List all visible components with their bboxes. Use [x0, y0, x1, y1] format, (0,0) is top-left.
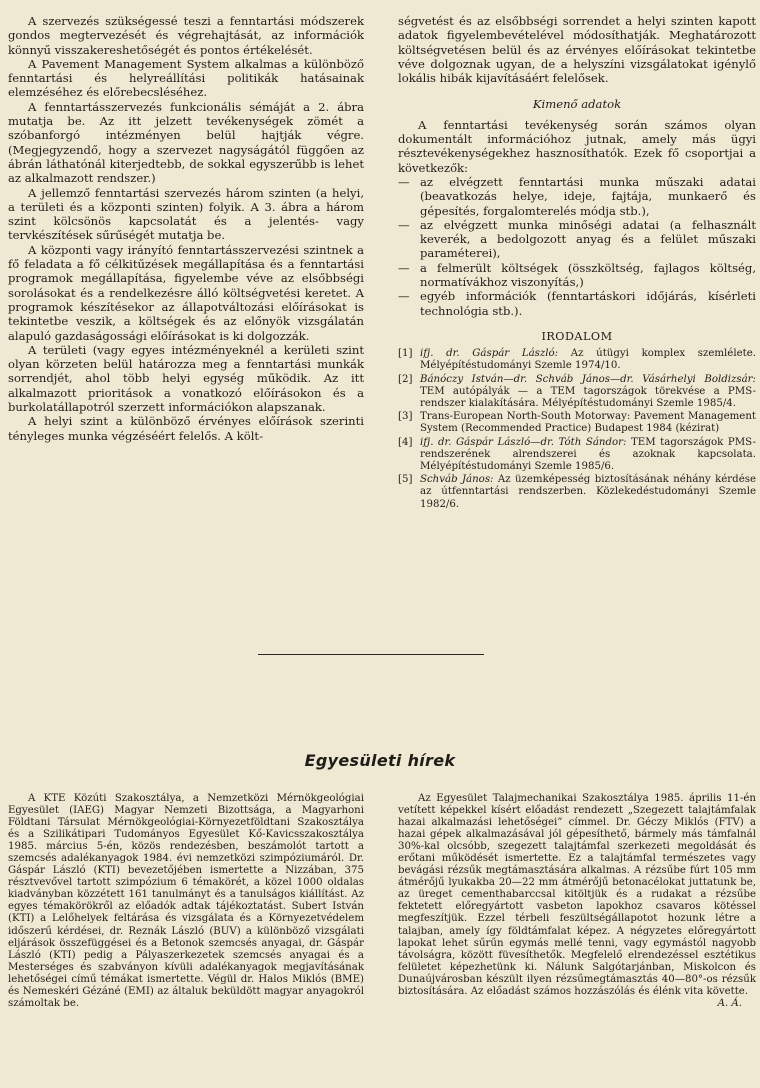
- reference-text: Az útügyi komplex szemlélete. Mélyépítéstudományi Szemle 1974/10.: [420, 348, 756, 372]
- list-dash: —: [398, 260, 410, 275]
- reference-text: TEM tagországok PMS-rendszerének alrendszerei és azoknak kapcsolata. Mélyépítéstudományi Szemle 1985/6.: [420, 436, 756, 473]
- subheading-outgoing-data: Kimenő adatok: [532, 97, 622, 112]
- news-left-column: [8, 793, 364, 1010]
- list-dash: —: [398, 217, 410, 232]
- reference-number: [4]: [398, 436, 413, 448]
- article-left-column: [8, 14, 364, 443]
- reference-number: [3]: [398, 411, 413, 423]
- article-paragraph: A jellemző fenntartási szervezés három szinten (a helyi, a területi és a központi szinten) folyik. A 3. ábra a három szint kölcsönös kapcsolatát és a jelentés- vagy tervkészítések sűrűségét mutatja be.: [8, 185, 364, 243]
- news-paragraph: A KTE Közúti Szakosztálya, a Nemzetközi Mérnökgeológiai Egyesület (IAEG) Magyar Nemzeti Bizottsága, a Magyarhoni Földtani Társulat Mérnökgeológiai-Környezetföldtani Szakosztálya és a Szilikátipari Tudományos Egyesület Kő-Kavicsszakosztálya 1985. március 5-én, közös rendezésben, beszámolót tartott a szemcsés adalékanyagok 1984. évi nemzetközi szimpóziumáról. Dr. Gáspár László (KTI) bevezetőjében ismertette a Nizzában, 375 résztvevővel tartott szimpózium 6 témakörét, a közel 1000 oldalas kiadványban közzétett 161 tanulmányt és a tanulságos kiállítást. Az egyes témakörökről az előadók adtak tájékoztatást. Subert István (KTI) a Lelőhelyek feltárása és vizsgálata és a Környezetvédelem időszerű kérdései, dr. Reznák László (BUV) a különböző vizsgálati eljárások összefüggései és a Betonok szemcsés anyagai, dr. Gáspár László (KTI) pedig a Pályaszerkezetek szemcsés anyagai és a Mesterséges és szabványon kívüli adalékanyagok megjavításának lehetőségei című témákat ismertette. Végül dr. Halos Miklós (BME) és Nemeskéri Gézáné (EMI) az általuk beküldött magyar anyagokról számoltak be.: [8, 793, 364, 1009]
- section-title: Egyesületi hírek: [304, 751, 456, 770]
- article-right-column: [398, 14, 756, 512]
- reference-authors: Bánóczy István—dr. Schváb János—dr. Vásárhelyi Boldizsár:: [420, 373, 756, 385]
- list-dash: —: [398, 174, 410, 189]
- list-item: [398, 261, 756, 290]
- reference-item: [398, 411, 756, 435]
- list-item-text: az elvégzett munka minőségi adatai (a felhasznált keverék, a bedolgozott anyag és a felület műszaki paraméterei),: [420, 217, 756, 261]
- reference-number: [2]: [398, 373, 413, 385]
- reference-item: [398, 374, 756, 411]
- reference-item: [398, 437, 756, 474]
- list-item-text: egyéb információk (fenntartáskori időjárás, kísérleti technológia stb.).: [420, 289, 756, 318]
- list-item: [398, 175, 756, 218]
- reference-number: [1]: [398, 348, 413, 360]
- article-paragraph: ségvetést és az elsőbbségi sorrendet a helyi szinten kapott adatok figyelembevételével módosíthatják. Meghatározott költségvetésen belül és az érvényes előírásokat tekintetbe véve dolgoznak ugyan, de a helyszíni vizsgálatokat igénylő lokális hibák kijavításáért felelősek.: [398, 14, 756, 86]
- article-paragraph: A fenntartási tevékenység során számos olyan dokumentált információhoz jutnak, amely más ügyi résztevékenységekhez hasznosíthatók. Ezek fő csoportjai a következők:: [398, 117, 756, 175]
- article-paragraph: A központi vagy irányító fenntartásszervezési szintnek a fő feladata a fő célkitűzések megállapítása és a fenntartási programok megállapítása, figyelembe véve az elsőbbségi sorolásokat és a rendelkezésre álló költségvetési keretet. A programok készítésekor az állapotváltozási előírásokat is tekintetbe veszik, a költségek és az előnyök vizsgálatán alapuló gazdaságossági előírásokat is ki dolgozzák.: [8, 242, 364, 343]
- list-item: [398, 289, 756, 318]
- reference-authors: ifj. dr. Gáspár László—dr. Tóth Sándor:: [420, 436, 627, 448]
- news-right-column: [398, 793, 756, 1010]
- list-item: [398, 218, 756, 261]
- article-paragraph: A helyi szint a különböző érvényes előírások szerinti tényleges munka végzéséért felelős. A költ-: [8, 414, 364, 443]
- reference-text: Az üzemképesség biztosításának néhány kérdése az útfenntartási rendszerben. Közlekedéstudományi Szemle 1982/6.: [420, 474, 756, 510]
- reference-item: [398, 474, 756, 511]
- article-paragraph: A szervezés szükségessé teszi a fenntartási módszerek gondos megtervezését és végrehajtását, az információk könnyű visszakereshetőségét és pontos értékelését.: [8, 14, 364, 57]
- references-list: [398, 348, 756, 511]
- reference-authors: ifj. dr. Gáspár László:: [420, 348, 559, 360]
- reference-item: [398, 348, 756, 372]
- article-paragraph: A Pavement Management System alkalmas a különböző fenntartási és helyreállítási politikák hatásainak elemzéséhez és előrebecsléséhez.: [8, 56, 364, 100]
- article-paragraph: A területi (vagy egyes intézményeknél a kerületi szint olyan körzeten belül határozza meg a fenntartási munkák sorrendjét, ahol több helyi egység működik. Az itt alkalmazott prioritások a vonatkozó előírásokon és a burkolatállapotról szerzett információkon alapszanak.: [8, 342, 364, 415]
- reference-authors: Schváb János:: [420, 474, 494, 486]
- reference-text: Trans-European North-South Motorway: Pavement Management System (Recommended Practice) Budapest 1984 (kézirat): [420, 411, 756, 435]
- article-paragraph: A fenntartásszervezés funkcionális sémáját a 2. ábra mutatja be. Az itt jelzett tevékenységek zömét a szóbanforgó intézményen belül hajtják végre. (Megjegyzendő, hogy a szervezet nagyságától függően az ábrán láthatónál kiterjedtebb, de sokkal egyszerűbb is lehet az alkalmazott rendszer.): [8, 99, 364, 186]
- list-item-text: az elvégzett fenntartási munka műszaki adatai (beavatkozás helye, ideje, fajtája, munkaerő és gépesítés, forgalomterelés módja stb.),: [420, 174, 756, 218]
- list-item-text: a felmerült költségek (összköltség, fajlagos költség, normatívákhoz viszonyítás,): [420, 260, 756, 290]
- reference-number: [5]: [398, 474, 413, 486]
- list-dash: —: [398, 289, 410, 304]
- references-heading: IRODALOM: [541, 329, 613, 343]
- news-paragraph: Az Egyesület Talajmechanikai Szakosztálya 1985. április 11-én vetített képekkel kísért előadást rendezett „Szegezett talajtámfalak hazai alkalmazási lehetőségei” címmel. Dr. Géczy Miklós (FTV) a hazai gépek alkalmazásával jól gépesíthető, bármely más támfalnál 30%-kal olcsóbb, szegezett talajtámfal szerkezeti megoldását és erőtani működését ismertette. Ez a talajtámfal természetes vagy bevágási rézsűk megtámasztására alkalmas. A rézsűbe fúrt 105 mm átmérőjű lyukakba 20—22 mm átmérőjű betonacélokat juttatunk be, az üreget cementhabarccsal kitöltjük és a rudakat a rézsűbe fektetett előregyártott vasbeton lapokhoz csavaros kötéssel megfeszítjük. Ezzel térbeli feszültségállapotot hozunk létre a talajban, amely így földtámfalat képez. A négyzetes előregyártott lapokat lehet sűrűn egymás mellé tenni, vagy egymástól nagyobb távolságra, között füvesíthetők. Megfelelő elrendezéssel esztétikus felületet képezhetünk ki. Nálunk Salgótarjánban, Miskolcon és Dunaújvárosban készült ilyen rézsűmegtámasztás 40—80°-os rézsűk biztosítására. Az előadást számos hozzászólás és élénk vita követte.: [398, 793, 756, 997]
- news-signature: A. Á.: [717, 997, 742, 1009]
- reference-text: TEM autópályák — a TEM tagországok törekvése a PMS-rendszer kialakítására. Mélyépítéstudományi Szemle 1985/4.: [420, 385, 756, 410]
- outgoing-data-list: [398, 175, 756, 318]
- section-divider: [258, 654, 484, 655]
